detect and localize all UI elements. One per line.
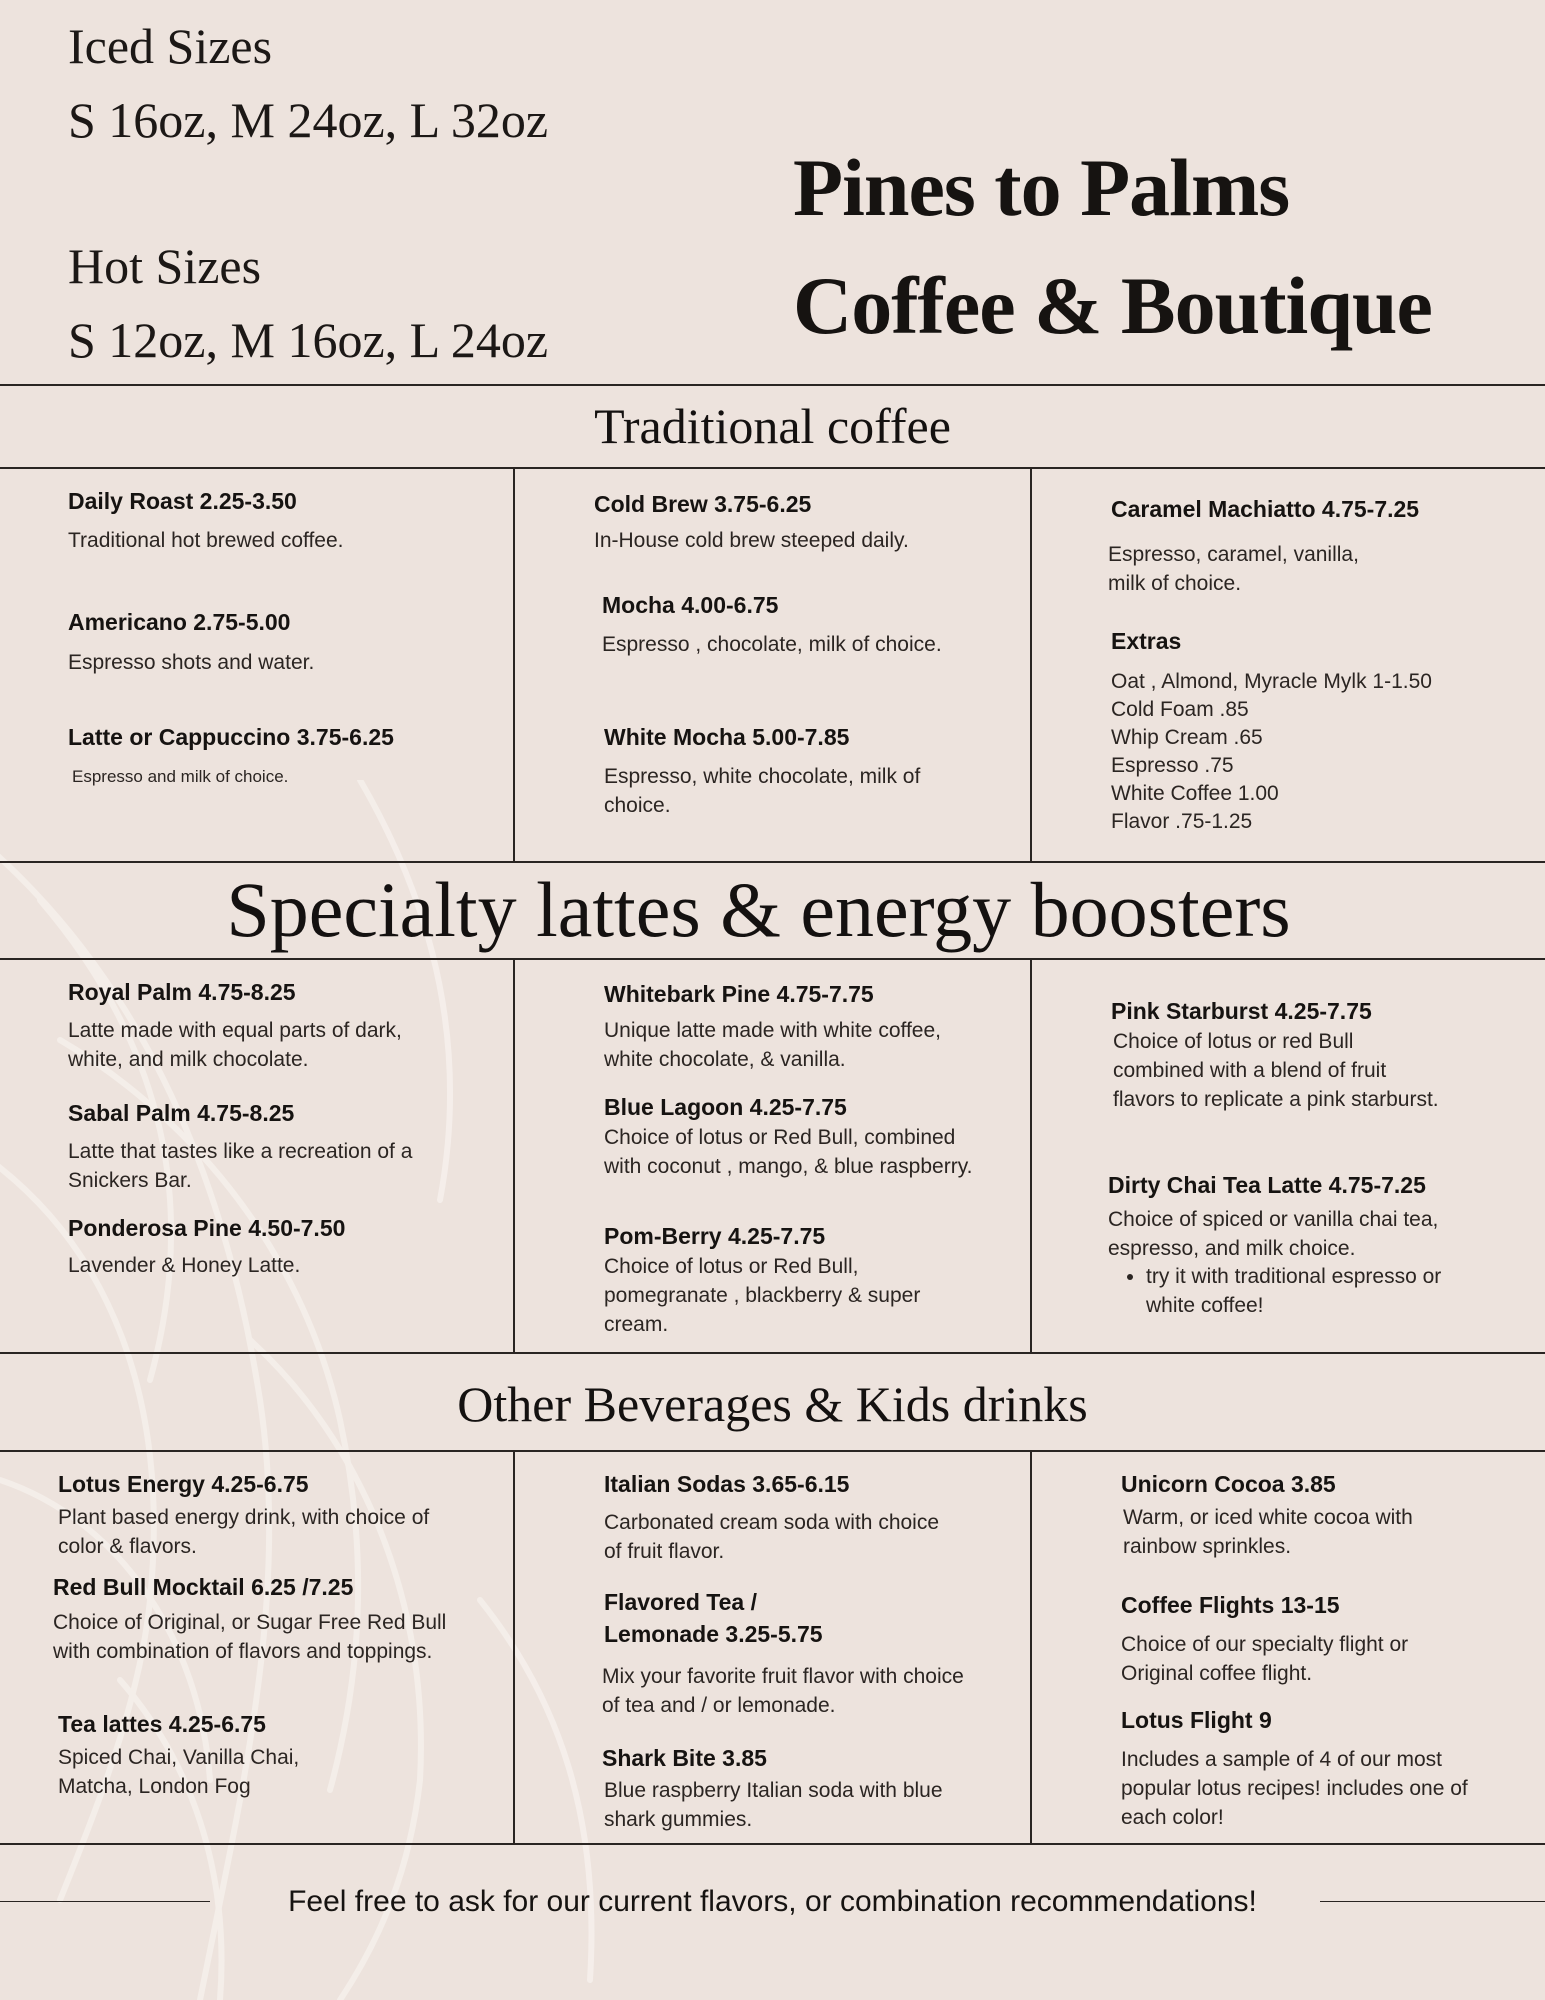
item-name: Unicorn Cocoa 3.85 [1121,1471,1336,1497]
hot-sizes-title: Hot Sizes [68,238,262,294]
divider [0,958,1545,960]
item-description: Unique latte made with white coffee, white chocolate, & vanilla. [604,1019,941,1071]
column-divider [1030,958,1032,1352]
tip-bullet: • try it with traditional espresso or white coffee! [1146,1262,1488,1320]
item-description: Espresso, caramel, vanilla, milk of choice. [1108,543,1359,595]
item-name: Sabal Palm 4.75-8.25 [68,1100,295,1126]
column-divider [1030,1450,1032,1843]
item-name: Dirty Chai Tea Latte 4.75-7.25 [1108,1172,1426,1198]
item-name: Red Bull Mocktail 6.25 /7.25 [53,1574,354,1600]
item-name: Pom-Berry 4.25-7.75 [604,1223,826,1249]
item-name: Blue Lagoon 4.25-7.75 [604,1094,847,1120]
item-description: Choice of lotus or Red Bull, combined with coconut , mango, & blue raspberry. [604,1126,973,1178]
extra-item: Cold Foam .85 [1111,698,1249,721]
item-description: Espresso and milk of choice. [72,767,289,786]
item-description: In-House cold brew steeped daily. [594,529,909,552]
item-name: Daily Roast 2.25-3.50 [68,488,297,514]
item-description: Choice of Original, or Sugar Free Red Bull with combination of flavors and toppings. [53,1611,447,1663]
item-name: Tea lattes 4.25-6.75 [58,1711,266,1737]
brand-name-line1: Pines to Palms [793,142,1290,233]
item-description: Lavender & Honey Latte. [68,1254,301,1277]
item-description: Latte that tastes like a recreation of a Snickers Bar. [68,1140,413,1192]
item-description: Warm, or iced white cocoa with rainbow sprinkles. [1123,1506,1413,1558]
item-name: Lemonade 3.25-5.75 [604,1621,823,1647]
section-title-other: Other Beverages & Kids drinks [457,1376,1088,1432]
item-name: Lotus Flight 9 [1121,1707,1272,1733]
footer-note: Feel free to ask for our current flavors, or combination recommendations! [288,1885,1257,1918]
item-description: Choice of our specialty flight or Original coffee flight. [1121,1633,1409,1685]
item-name: Cold Brew 3.75-6.25 [594,491,812,517]
item-description: Spiced Chai, Vanilla Chai, Matcha, London Fog [58,1746,300,1798]
extra-item: White Coffee 1.00 [1111,782,1279,805]
item-name: Caramel Machiatto 4.75-7.25 [1111,496,1420,522]
column-divider [513,958,515,1352]
item-name: Latte or Cappuccino 3.75-6.25 [68,724,394,750]
item-name: Whitebark Pine 4.75-7.75 [604,981,874,1007]
extras-title: Extras [1111,628,1182,654]
divider [0,1450,1545,1452]
footer [0,1882,1545,1922]
brand-name-line2: Coffee & Boutique [793,260,1432,351]
iced-sizes-title: Iced Sizes [68,18,273,74]
item-name: Italian Sodas 3.65-6.15 [604,1471,850,1497]
item-name: Coffee Flights 13-15 [1121,1592,1340,1618]
divider [0,384,1545,386]
item-description: Traditional hot brewed coffee. [68,529,344,552]
item-description: Plant based energy drink, with choice of color & flavors. [58,1506,430,1558]
item-description: Choice of lotus or red Bull combined with a blend of fruit flavors to replicate a pink starburst. [1113,1030,1439,1111]
item-description: Choice of spiced or vanilla chai tea, espresso, and milk choice. [1108,1208,1439,1260]
item-name: Mocha 4.00-6.75 [602,592,779,618]
tip-list [1108,1262,1488,1320]
extra-item: Oat , Almond, Myracle Mylk 1-1.50 [1111,670,1432,693]
item-description: Espresso shots and water. [68,651,315,674]
item-description: Carbonated cream soda with choice of fruit flavor. [604,1511,940,1563]
item-name: Flavored Tea / [604,1589,757,1615]
item-name: Royal Palm 4.75-8.25 [68,979,296,1005]
item-description: Choice of lotus or Red Bull, pomegranate , blackberry & super cream. [604,1255,921,1336]
hot-sizes-values: S 12oz, M 16oz, L 24oz [68,312,549,368]
item-name: Ponderosa Pine 4.50-7.50 [68,1215,346,1241]
extra-item: Flavor .75-1.25 [1111,810,1253,833]
column-divider [1030,467,1032,861]
item-description: Includes a sample of 4 of our most popular lotus recipes! includes one of each color! [1121,1748,1468,1829]
extra-item: Espresso .75 [1111,754,1234,777]
column-divider [513,1450,515,1843]
item-description: Mix your favorite fruit flavor with choice of tea and / or lemonade. [602,1665,964,1717]
item-description: Espresso , chocolate, milk of choice. [602,633,942,656]
item-name: Shark Bite 3.85 [602,1745,767,1771]
divider [0,1843,1545,1845]
section-title-traditional: Traditional coffee [594,398,951,454]
item-description: Espresso, white chocolate, milk of choice. [604,765,921,817]
item-description: Latte made with equal parts of dark, white, and milk chocolate. [68,1019,402,1071]
item-name: Pink Starburst 4.25-7.75 [1111,998,1372,1024]
item-description: Blue raspberry Italian soda with blue shark gummies. [604,1779,943,1831]
extras-list [1111,668,1511,836]
item-name: Americano 2.75-5.00 [68,609,291,635]
iced-sizes-values: S 16oz, M 24oz, L 32oz [68,92,549,148]
divider [0,1352,1545,1354]
extra-item: Whip Cream .65 [1111,726,1263,749]
item-name: White Mocha 5.00-7.85 [604,724,850,750]
divider [0,467,1545,469]
column-divider [513,467,515,861]
item-name: Lotus Energy 4.25-6.75 [58,1471,309,1497]
section-title-specialty: Specialty lattes & energy boosters [226,866,1291,953]
